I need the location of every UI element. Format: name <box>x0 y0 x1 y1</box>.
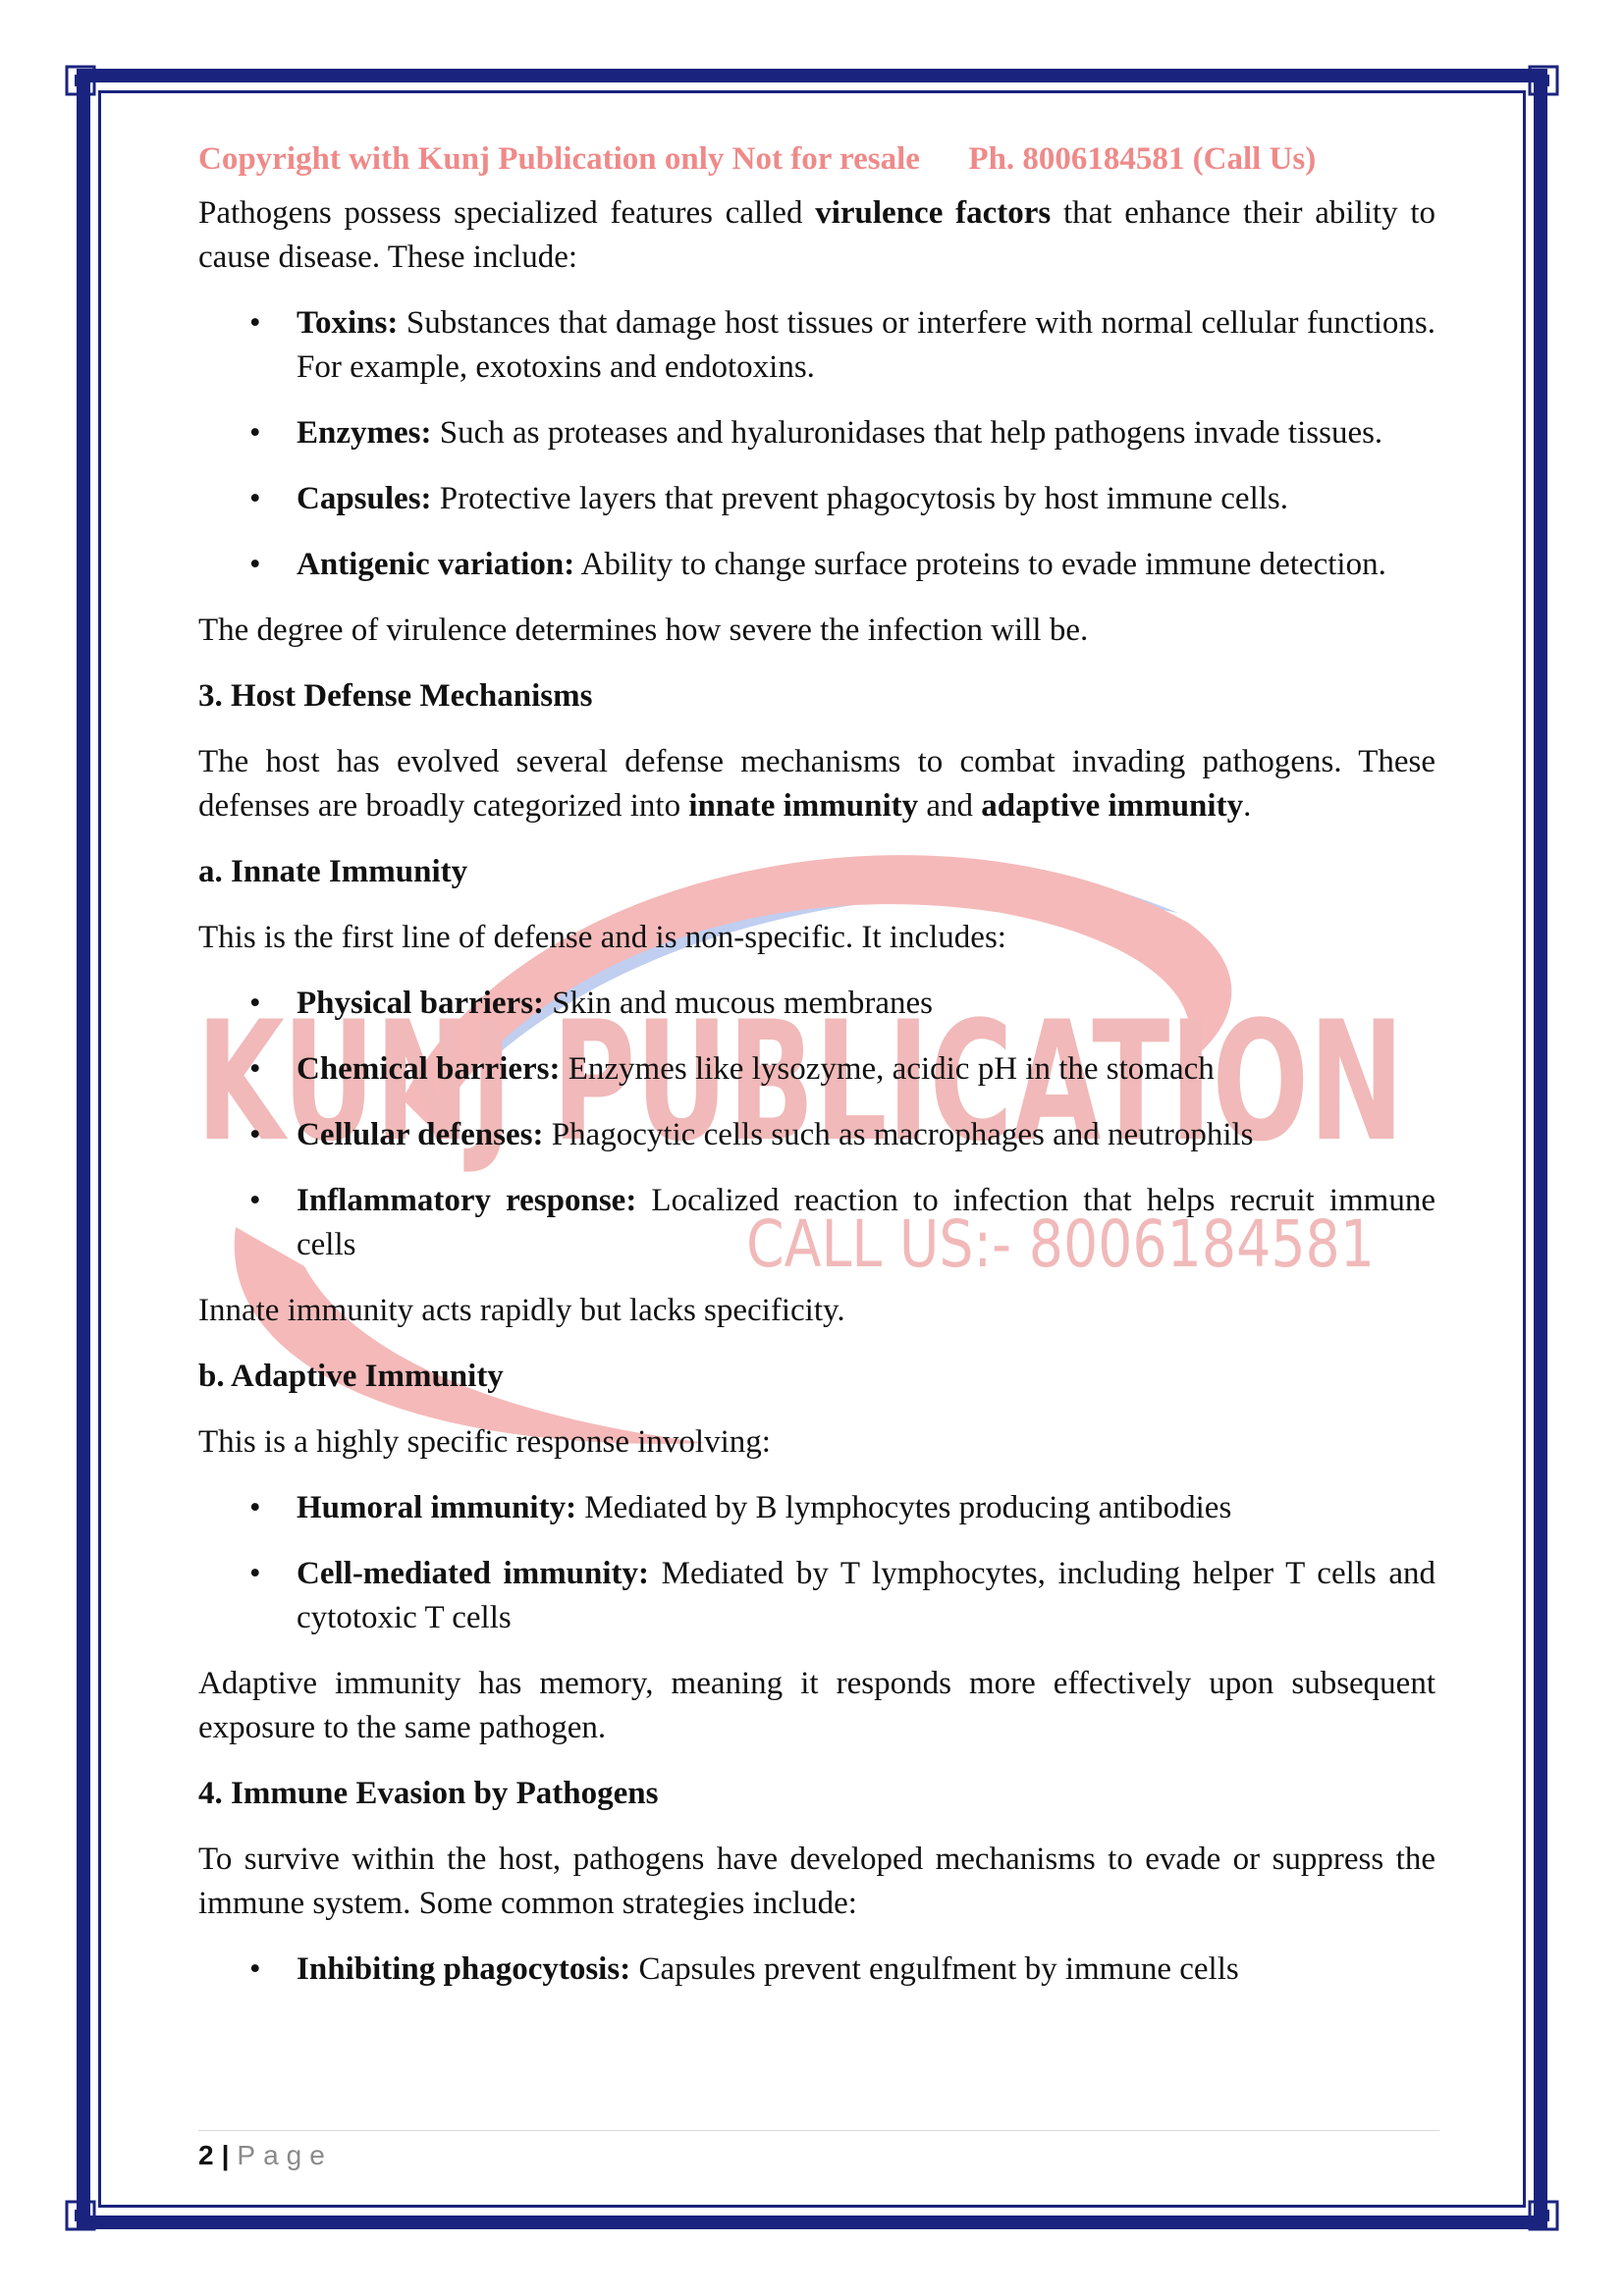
intro-paragraph <box>198 191 1435 280</box>
intro-text-1: Pathogens possess specialized features called <box>198 195 816 231</box>
corner-ornament-bottom-left <box>61 2196 100 2235</box>
list-item <box>198 982 1435 1026</box>
list-item-text: Mediated by T lymphocytes, including helper T cells and cytotoxic T cells <box>297 1556 1436 1635</box>
list-item-text: Skin and mucous membranes <box>544 986 933 1021</box>
list-item-term: Chemical barriers: <box>297 1051 561 1087</box>
section-3-text-1: The host has evolved several defense mechanisms to combat invading pathogens. These defenses are broadly categorized into <box>198 744 1435 824</box>
list-item-term: Cell-mediated immunity: <box>297 1556 650 1591</box>
page-number: 2 <box>198 2140 214 2170</box>
list-item <box>198 1113 1435 1157</box>
list-item-term: Capsules: <box>297 481 432 516</box>
adaptive-note: Adaptive immunity has memory, meaning it responds more effectively upon subsequent exposure to the same pathogen. <box>198 1666 1435 1745</box>
list-item-text: Mediated by B lymphocytes producing antibodies <box>576 1490 1232 1525</box>
section-4-heading: 4. Immune Evasion by Pathogens <box>198 1776 659 1811</box>
immune-evasion-list <box>198 1948 1435 1992</box>
list-item <box>198 1047 1435 1092</box>
list-item-term: Inflammatory response: <box>297 1183 637 1218</box>
innate-note: Innate immunity acts rapidly but lacks specificity. <box>198 1293 845 1328</box>
list-item <box>198 477 1435 521</box>
corner-ornament-top-left <box>61 61 100 100</box>
section-3-bold-adaptive: adaptive immunity <box>981 788 1244 824</box>
list-item-term: Cellular defenses: <box>297 1117 544 1152</box>
section-3-text-2: and <box>918 788 982 824</box>
list-item-term: Antigenic variation: <box>297 547 575 582</box>
page-separator: | <box>221 2140 230 2170</box>
watermark-call: CALL US:- 8006184581 <box>746 1206 1375 1282</box>
watermark-title: KUNJ PUBLICATION <box>196 986 1404 1178</box>
list-item-term: Humoral immunity: <box>297 1490 577 1525</box>
corner-ornament-top-right <box>1524 61 1563 100</box>
list-item <box>198 1552 1435 1640</box>
corner-ornament-bottom-right <box>1524 2196 1563 2235</box>
list-item <box>198 1179 1435 1267</box>
adaptive-immunity-list <box>198 1486 1435 1640</box>
list-item-term: Toxins: <box>297 305 399 341</box>
list-item <box>198 543 1435 587</box>
list-item-text: Localized reaction to infection that helps recruit immune cells <box>297 1183 1435 1262</box>
page-content <box>198 137 1435 2013</box>
list-item <box>198 411 1435 455</box>
list-item-text: Ability to change surface proteins to evade immune detection. <box>574 547 1386 582</box>
list-item-term: Inhibiting phagocytosis: <box>297 1951 631 1987</box>
list-item <box>198 1948 1435 1992</box>
innate-immunity-heading: a. Innate Immunity <box>198 854 468 889</box>
intro-text-2: that enhance their ability to cause disease. These include: <box>198 195 1435 275</box>
page-label: Page <box>237 2140 333 2170</box>
innate-immunity-list <box>198 982 1435 1267</box>
list-item-term: Enzymes: <box>297 415 432 451</box>
virulence-factors-list <box>198 301 1435 587</box>
innate-intro: This is the first line of defense and is non-specific. It includes: <box>198 920 1006 955</box>
list-item-text: Such as proteases and hyaluronidases that help pathogens invade tissues. <box>431 415 1383 451</box>
copyright-text: Copyright with Kunj Publication only Not for resale <box>198 141 920 177</box>
list-item-term: Physical barriers: <box>297 986 545 1021</box>
list-item-text: Substances that damage host tissues or interfere with normal cellular functions. For example, exotoxins and endotoxins. <box>297 305 1435 385</box>
list-item <box>198 1486 1435 1530</box>
list-item <box>198 301 1435 390</box>
intro-bold-term: virulence factors <box>815 195 1052 231</box>
list-item-text: Enzymes like lysozyme, acidic pH in the stomach <box>560 1051 1215 1087</box>
section-3-bold-innate: innate immunity <box>688 788 919 824</box>
list-item-text: Phagocytic cells such as macrophages and neutrophils <box>543 1117 1254 1152</box>
adaptive-immunity-heading: b. Adaptive Immunity <box>198 1359 504 1394</box>
section-3-heading: 3. Host Defense Mechanisms <box>198 678 593 714</box>
footer-divider <box>198 2130 1439 2131</box>
page-footer <box>198 2140 333 2171</box>
section-3-text-3: . <box>1243 788 1252 824</box>
copyright-phone: Ph. 8006184581 (Call Us) <box>968 141 1317 177</box>
copyright-header <box>198 137 1435 182</box>
section-3-paragraph <box>198 740 1435 828</box>
list-item-text: Protective layers that prevent phagocytosis by host immune cells. <box>431 481 1289 516</box>
section-4-intro: To survive within the host, pathogens have developed mechanisms to evade or suppress the immune system. Some common strategies include: <box>198 1842 1435 1921</box>
list-item-text: Capsules prevent engulfment by immune cells <box>630 1951 1239 1987</box>
virulence-note: The degree of virulence determines how severe the infection will be. <box>198 613 1089 648</box>
adaptive-intro: This is a highly specific response involving: <box>198 1424 771 1460</box>
